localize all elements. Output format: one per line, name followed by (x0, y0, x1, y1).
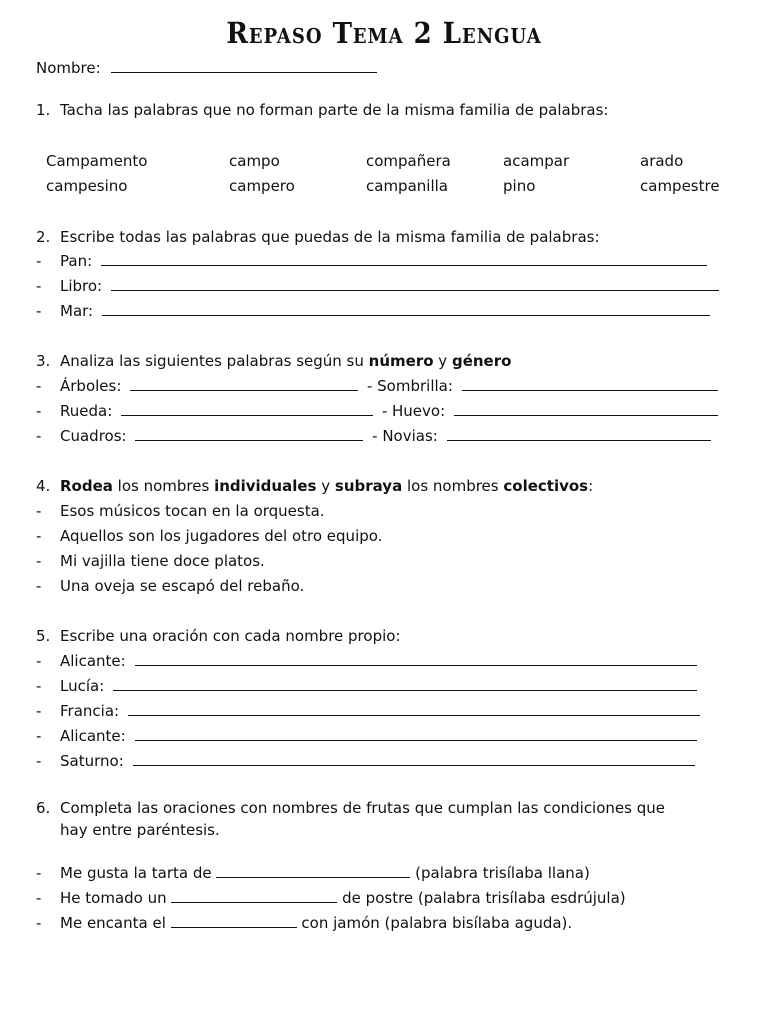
answer-blank[interactable] (133, 751, 695, 766)
answer-blank[interactable] (121, 401, 373, 416)
item-label: Cuadros: (60, 427, 127, 445)
item-label: Árboles: (60, 377, 122, 395)
analysis-row: - Árboles: - Sombrilla: (36, 376, 718, 396)
instruction-text: Tacha las palabras que no forman parte de la misma familia de palabras: (60, 101, 609, 119)
item-label: Lucía: (60, 677, 105, 695)
list-item: - Aquellos son los jugadores del otro equipo. (36, 527, 383, 545)
exercise-number: 3. (36, 352, 51, 370)
list-item: - Lucía: (36, 676, 697, 696)
item-label: - Novias: (372, 427, 438, 445)
list-item: - Libro: (36, 276, 719, 296)
item-label: Francia: (60, 702, 120, 720)
word[interactable]: campesino (46, 177, 128, 195)
list-item: - Mar: (36, 301, 710, 321)
item-label: Pan: (60, 252, 93, 270)
answer-blank[interactable] (130, 376, 358, 391)
page-title: Repaso Tema 2 Lengua (226, 17, 542, 51)
exercise-number: 1. (36, 101, 51, 119)
item-label: Alicante: (60, 652, 126, 670)
name-blank[interactable] (111, 58, 377, 73)
instruction-text: Escribe una oración con cada nombre propio: (60, 627, 401, 645)
exercise-4-instruction: 4. Rodea los nombres individuales y subraya los nombres colectivos: (36, 477, 594, 495)
word[interactable]: pino (503, 177, 536, 195)
list-item: - Pan: (36, 251, 707, 271)
word[interactable]: campanilla (366, 177, 448, 195)
answer-blank[interactable] (447, 426, 711, 441)
list-item: - Francia: (36, 701, 700, 721)
answer-blank[interactable] (216, 863, 410, 878)
answer-blank[interactable] (135, 651, 697, 666)
item-label: - Sombrilla: (366, 377, 453, 395)
list-item: - Mi vajilla tiene doce platos. (36, 552, 265, 570)
word[interactable]: campero (229, 177, 295, 195)
list-item: - Una oveja se escapó del rebaño. (36, 577, 305, 595)
word[interactable]: Campamento (46, 152, 148, 170)
list-item: - Me encanta el con jamón (palabra bisílaba aguda). (36, 914, 573, 932)
item-label: Rueda: (60, 402, 113, 420)
list-item: - Alicante: (36, 651, 697, 671)
sentence[interactable]: Mi vajilla tiene doce platos. (60, 552, 265, 570)
list-item: - Me gusta la tarta de (palabra trisílaba llana) (36, 864, 590, 882)
item-label: Saturno: (60, 752, 124, 770)
list-item: - Esos músicos tocan en la orquesta. (36, 502, 325, 520)
exercise-6-instruction-cont: hay entre paréntesis. (60, 821, 220, 839)
answer-blank[interactable] (101, 251, 707, 266)
exercise-2-instruction (36, 227, 600, 247)
word[interactable]: acampar (503, 152, 570, 170)
answer-blank[interactable] (135, 426, 363, 441)
list-item: - He tomado un de postre (palabra trisílaba esdrújula) (36, 889, 626, 907)
list-item: - Alicante: (36, 726, 697, 746)
item-label: Libro: (60, 277, 103, 295)
answer-blank[interactable] (111, 276, 719, 291)
answer-blank[interactable] (462, 376, 718, 391)
word[interactable]: arado (640, 152, 684, 170)
answer-blank[interactable] (171, 913, 297, 928)
sentence[interactable]: Esos músicos tocan en la orquesta. (60, 502, 325, 520)
item-label: Mar: (60, 302, 94, 320)
exercise-5-instruction (36, 626, 401, 646)
answer-blank[interactable] (454, 401, 718, 416)
analysis-row: - Rueda: - Huevo: (36, 401, 718, 421)
instruction-text: Completa las oraciones con nombres de frutas que cumplan las condiciones que (60, 799, 665, 817)
list-item: - Saturno: (36, 751, 695, 771)
answer-blank[interactable] (171, 888, 337, 903)
exercise-number: 6. (36, 799, 51, 817)
exercise-number: 5. (36, 627, 51, 645)
name-row (36, 58, 377, 78)
analysis-row: - Cuadros: - Novias: (36, 426, 711, 446)
answer-blank[interactable] (102, 301, 710, 316)
sentence[interactable]: Aquellos son los jugadores del otro equipo. (60, 527, 383, 545)
answer-blank[interactable] (113, 676, 697, 691)
sentence[interactable]: Una oveja se escapó del rebaño. (60, 577, 305, 595)
answer-blank[interactable] (128, 701, 700, 716)
instruction-text: Escribe todas las palabras que puedas de la misma familia de palabras: (60, 228, 600, 246)
exercise-number: 4. (36, 477, 51, 495)
word[interactable]: campo (229, 152, 280, 170)
exercise-1-instruction (36, 100, 608, 120)
name-label: Nombre: (36, 59, 101, 77)
exercise-number: 2. (36, 228, 51, 246)
item-label: Alicante: (60, 727, 126, 745)
exercise-6-instruction (36, 798, 665, 818)
item-label: - Huevo: (381, 402, 446, 420)
exercise-3-instruction: 3. Analiza las siguientes palabras según su número y género (36, 352, 512, 370)
word[interactable]: compañera (366, 152, 451, 170)
answer-blank[interactable] (135, 726, 697, 741)
word[interactable]: campestre (640, 177, 720, 195)
